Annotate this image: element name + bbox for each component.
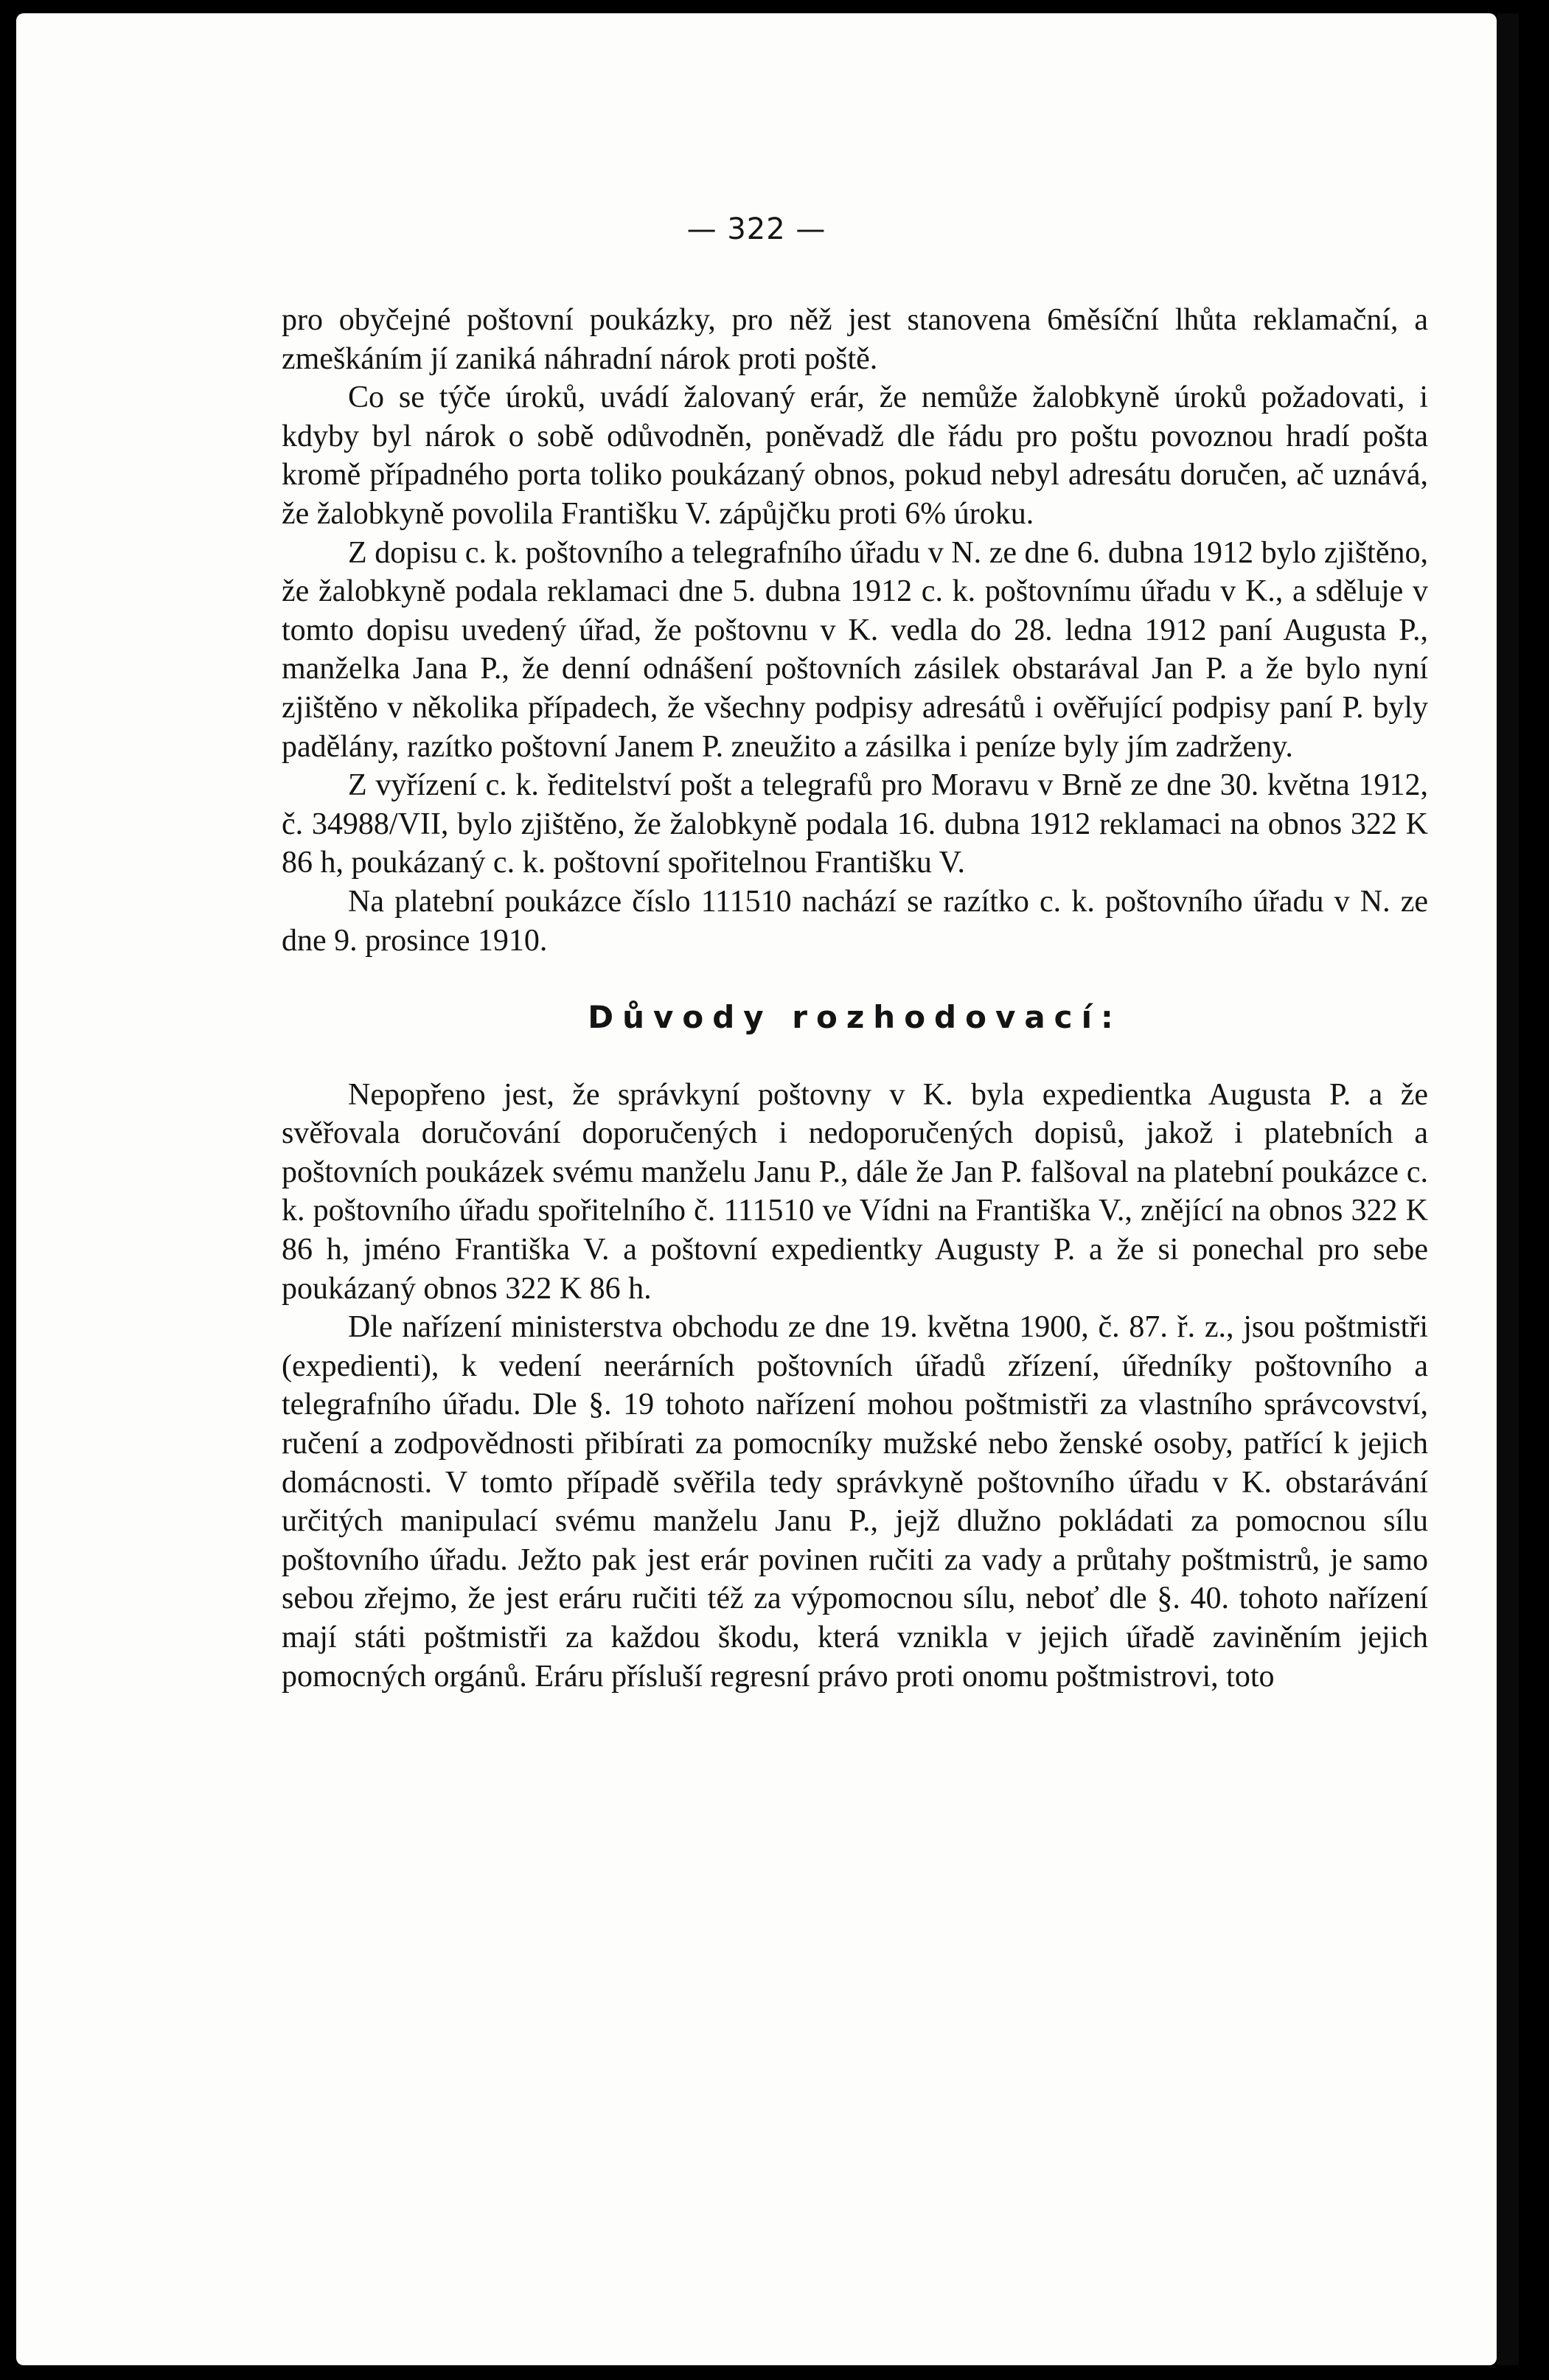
scan-edge — [1497, 13, 1519, 2365]
page-number: — 322 — — [686, 212, 826, 246]
paragraph-5: Na platební poukázce číslo 111510 nachází se razítko c. k. poštovního úřadu v N. ze dne 9. prosince 1910. — [282, 884, 1428, 958]
paragraph-1: pro obyčejné poštovní poukázky, pro něž jest stanovena 6měsíční lhůta reklamační, a zmeškáním jí zaniká náhradní nárok proti poště. — [282, 303, 1428, 376]
document-page — [16, 13, 1497, 2365]
section-heading: Důvody rozhodovací: — [588, 999, 1122, 1036]
paragraph-2: Co se týče úroků, uvádí žalovaný erár, že nemůže žalobkyně úroků požadovati, i kdyby byl nárok o sobě odůvodněn, poněvadž dle řádu pro poštu povoznou hradí pošta kromě případného porta toliko poukázaný obnos, pokud nebyl adresátu doručen, ač uznává, že žalobkyně povolila Františku V. zápůjčku proti 6% úroku. — [282, 380, 1428, 531]
paragraph-7: Dle nařízení ministerstva obchodu ze dne 19. května 1900, č. 87. ř. z., jsou poštmistři (expedienti), k vedení neerárních poštovních úřadů zřízení, úředníky poštovního a telegrafního úřadu. Dle §. 19 tohoto nařízení mohou poštmistři za vlastního správcovství, ručení a zodpovědnosti přibírati za pomocníky mužské nebo ženské osoby, patřící k jejich domácnosti. V tomto případě svěřila tedy správkyně poštovního úřadu v K. obstarávání určitých manipulací svému manželu Janu P., jejž dlužno pokládati za pomocnou sílu poštovního úřadu. Ježto pak jest erár povinen ručiti za vady a průtahy poštmistrů, je samo sebou zřejmo, že jest eráru ručiti též za výpomocnou sílu, neboť dle §. 40. tohoto nařízení mají státi poštmistři za každou škodu, která vznikla v jejich úřadě zaviněním jejich pomocných orgánů. Eráru přísluší regresní právo proti onomu poštmistrovi, toto — [282, 1310, 1428, 1694]
body-text — [282, 301, 1428, 1696]
paragraph-4: Z vyřízení c. k. ředitelství pošt a telegrafů pro Moravu v Brně ze dne 30. května 1912, č. 34988/VII, bylo zjištěno, že žalobkyně podala 16. dubna 1912 reklamaci na obnos 322 K 86 h, poukázaný c. k. poštovní spořitelnou Františku V. — [282, 768, 1428, 880]
paragraph-6: Nepopřeno jest, že správkyní poštovny v K. byla expedientka Augusta P. a že svěřovala doručování doporučených i nedoporučených dopisů, jakož i platebních a poštovních poukázek svému manželu Janu P., dále že Jan P. falšoval na platební poukázce c. k. poštovního úřadu spořitelního č. 111510 ve Vídni na Františka V., znějící na obnos 322 K 86 h, jméno Františka V. a poštovní expedientky Augusty P. a že si ponechal pro sebe poukázaný obnos 322 K 86 h. — [282, 1077, 1428, 1306]
paragraph-3: Z dopisu c. k. poštovního a telegrafního úřadu v N. ze dne 6. dubna 1912 bylo zjištěno, že žalobkyně podala reklamaci dne 5. dubna 1912 c. k. poštovnímu úřadu v K., a sděluje v tomto dopisu uvedený úřad, že poštovnu v K. vedla do 28. ledna 1912 paní Augusta P., manželka Jana P., že denní odnášení poštovních zásilek obstarával Jan P. a že bylo nyní zjištěno v několika případech, že všechny podpisy adresátů i ověřující podpisy paní P. byly padělány, razítko poštovní Janem P. zneužito a zásilka i peníze byly jím zadrženy. — [282, 535, 1428, 764]
